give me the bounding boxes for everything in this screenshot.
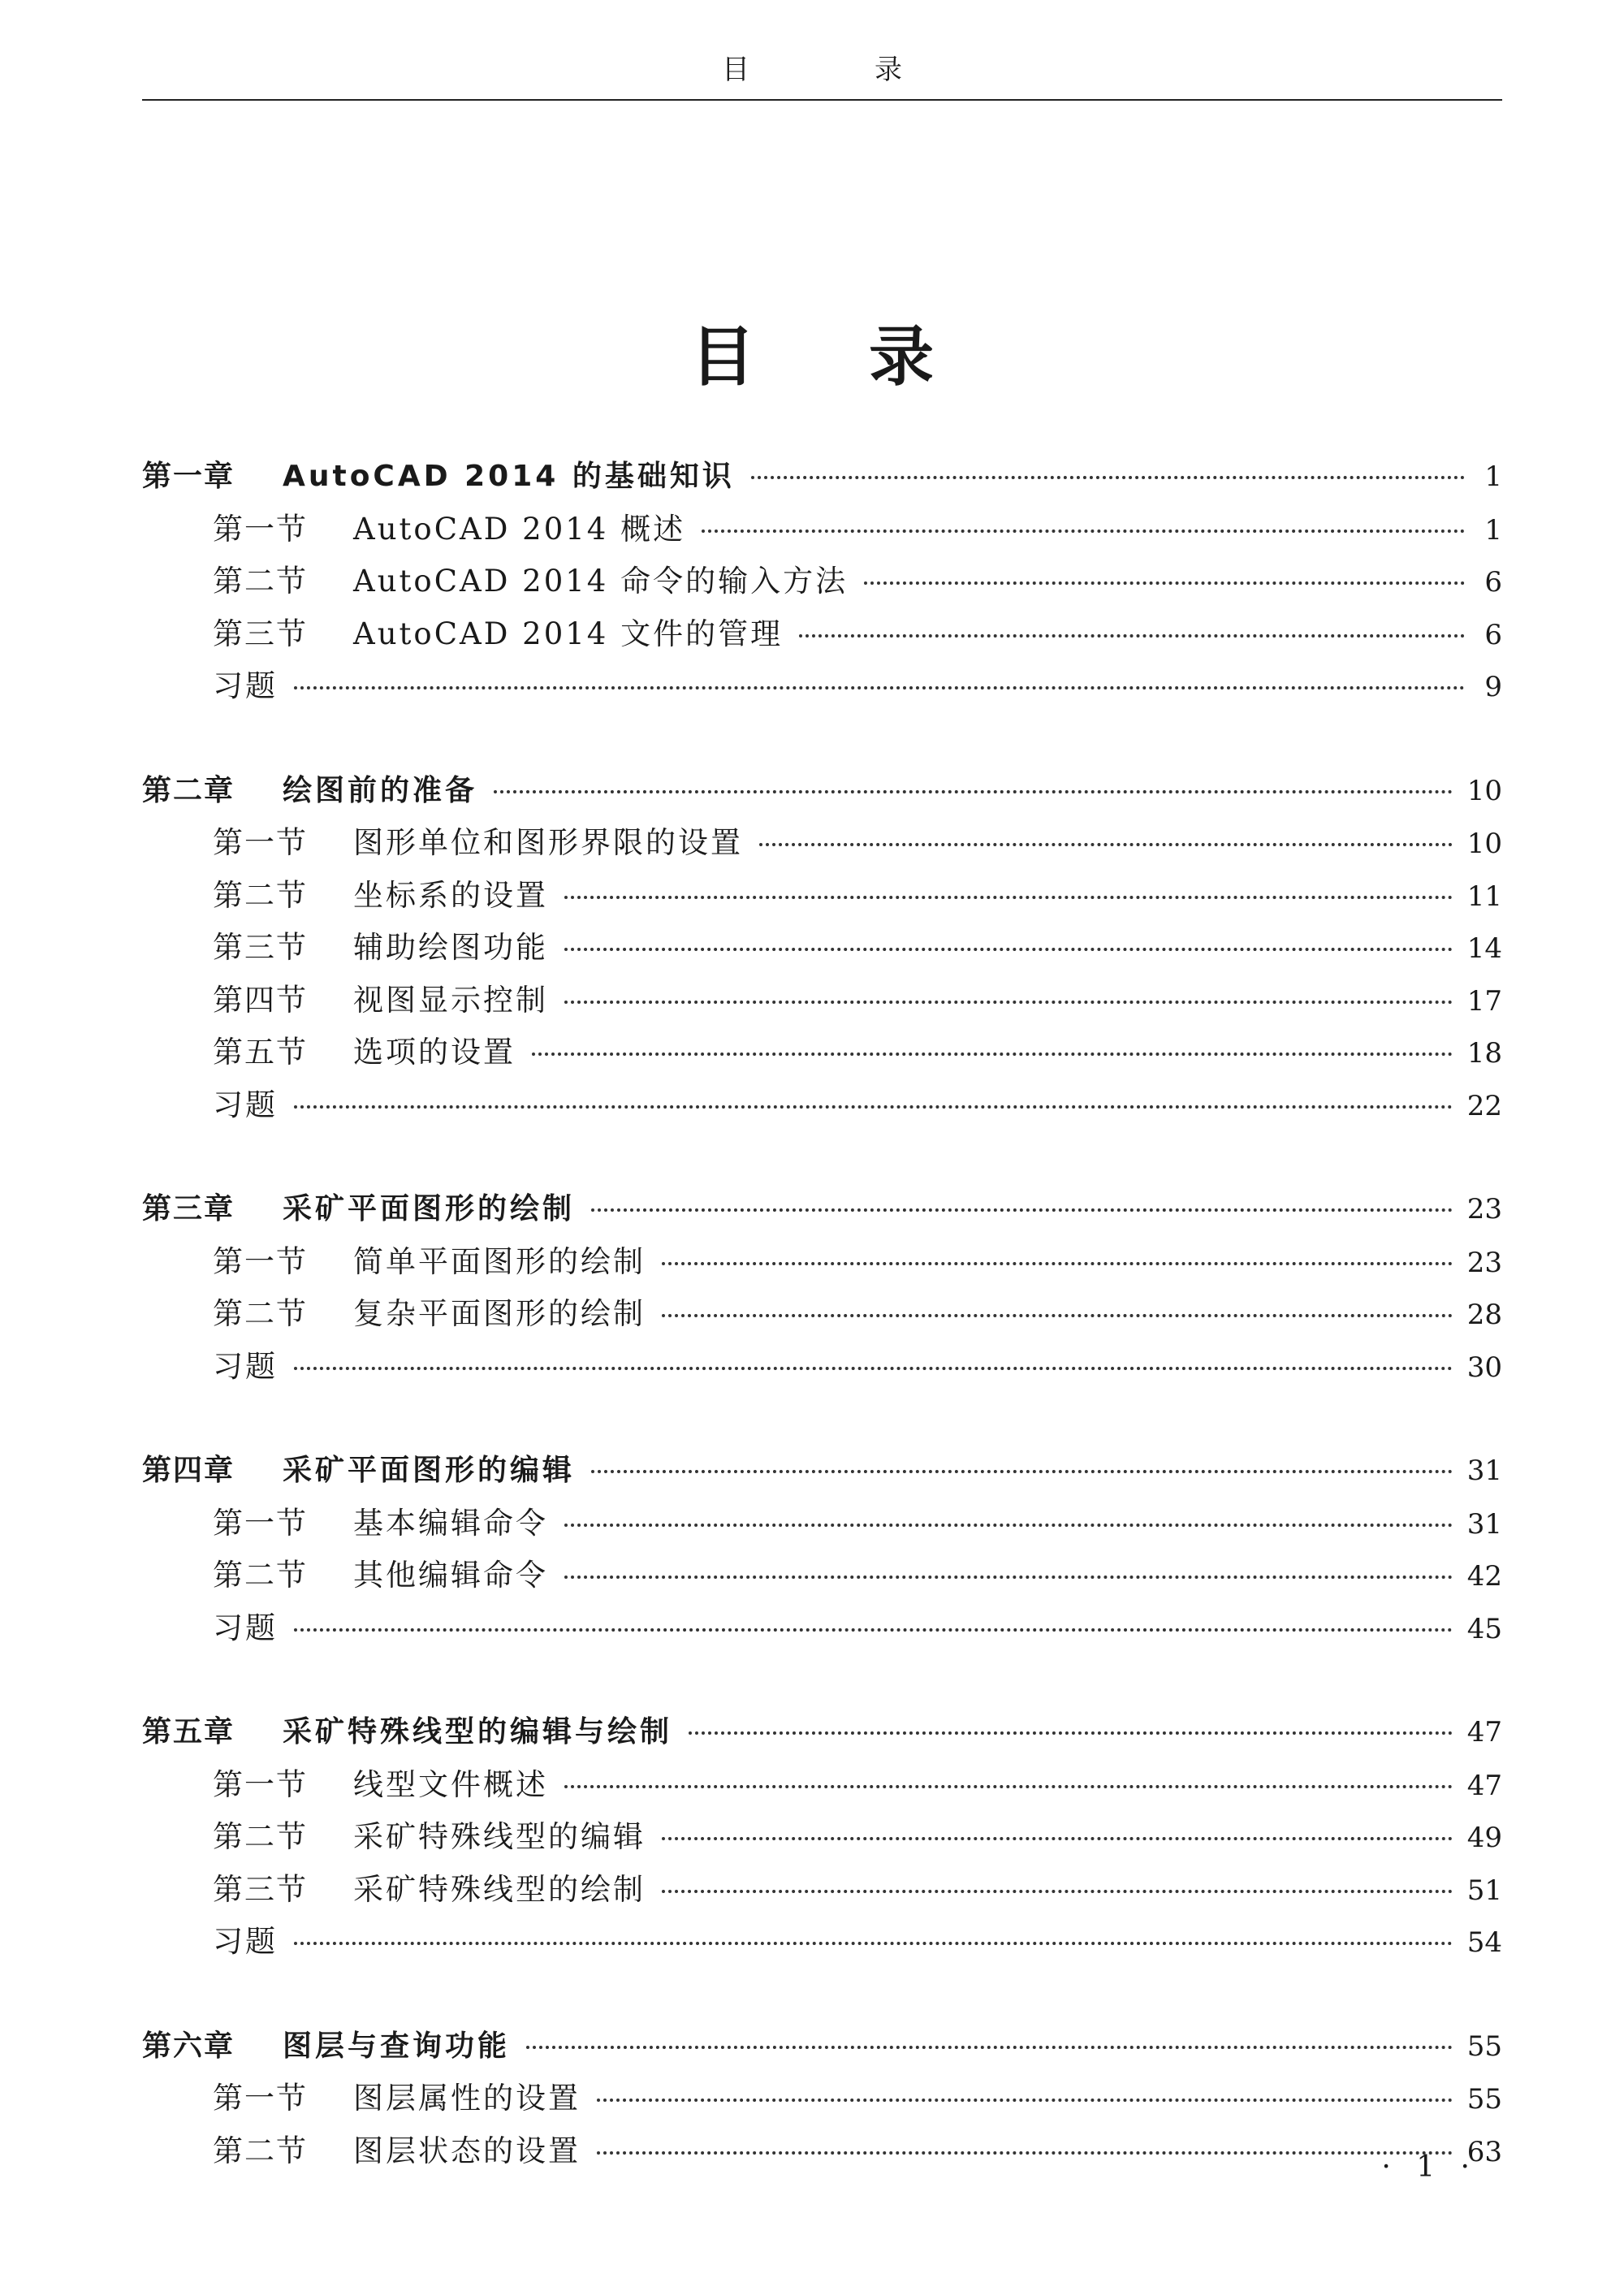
section-number: 第二节 xyxy=(213,564,308,599)
toc-section-entry[interactable] xyxy=(142,1498,1502,1550)
page-ref: 63 xyxy=(1466,2135,1502,2168)
section-number: 第一节 xyxy=(213,1766,308,1802)
toc-chapter-entry[interactable] xyxy=(142,1183,1502,1236)
page-ref: 10 xyxy=(1466,774,1502,807)
toc-chapter-entry[interactable] xyxy=(142,2021,1502,2073)
section-title: 其他编辑命令 xyxy=(353,1558,548,1593)
chapter-number: 第二章 xyxy=(142,773,235,807)
section-number: 第一节 xyxy=(213,1243,308,1279)
chapter-block xyxy=(142,1706,1502,1969)
toc-section-entry[interactable] xyxy=(142,504,1502,556)
toc-section-entry[interactable] xyxy=(142,2073,1502,2125)
dot-leader xyxy=(564,1576,1453,1579)
toc-chapter-entry[interactable] xyxy=(142,1706,1502,1759)
header-rule xyxy=(142,99,1502,101)
chapter-block xyxy=(142,451,1502,713)
section-number: 第一节 xyxy=(213,1505,308,1541)
section-title: 选项的设置 xyxy=(353,1035,516,1070)
dot-leader xyxy=(294,686,1465,689)
section-title: AutoCAD 2014 命令的输入方法 xyxy=(353,564,849,599)
section-number: 第三节 xyxy=(213,616,308,651)
section-title: 复杂平面图形的绘制 xyxy=(353,1296,646,1331)
section-number: 第五节 xyxy=(213,1035,308,1070)
dot-leader xyxy=(702,530,1465,533)
page-ref: 14 xyxy=(1466,932,1502,965)
dot-leader xyxy=(564,1524,1453,1527)
page-ref: 1 xyxy=(1484,513,1502,547)
chapter-block xyxy=(142,2021,1502,2178)
toc-section-entry[interactable] xyxy=(142,1864,1502,1917)
page-ref: 18 xyxy=(1466,1037,1502,1070)
page-ref: 31 xyxy=(1466,1507,1502,1541)
page-ref: 17 xyxy=(1466,984,1502,1018)
section-number: 第一节 xyxy=(213,2081,308,2116)
running-head: 目 录 xyxy=(722,54,951,86)
toc-chapter-entry[interactable] xyxy=(142,765,1502,818)
section-title: 基本编辑命令 xyxy=(353,1505,548,1541)
chapter-title: 采矿平面图形的绘制 xyxy=(283,1192,576,1225)
page-ref: 22 xyxy=(1466,1089,1502,1122)
section-title: 简单平面图形的绘制 xyxy=(353,1243,646,1279)
chapter-block xyxy=(142,1445,1502,1654)
toc-section-entry[interactable] xyxy=(142,1550,1502,1602)
toc-section-entry[interactable] xyxy=(142,2125,1502,2178)
page-ref: 54 xyxy=(1466,1926,1502,1959)
table-of-contents xyxy=(142,451,1502,2229)
page-ref: 6 xyxy=(1484,618,1502,651)
chapter-title: 采矿特殊线型的编辑与绘制 xyxy=(283,1715,673,1748)
dot-leader xyxy=(799,634,1465,638)
dot-leader xyxy=(564,1785,1453,1788)
toc-section-entry[interactable] xyxy=(142,608,1502,661)
dot-leader xyxy=(662,1837,1453,1840)
dot-leader xyxy=(689,1731,1453,1735)
dot-leader xyxy=(751,476,1465,479)
toc-section-entry[interactable] xyxy=(142,660,1502,713)
page-ref: 42 xyxy=(1466,1560,1502,1593)
dot-leader xyxy=(591,1208,1453,1212)
page-ref: 49 xyxy=(1466,1822,1502,1854)
section-number: 第四节 xyxy=(213,982,308,1018)
chapter-number: 第四章 xyxy=(142,1454,235,1487)
section-number: 第二节 xyxy=(213,1296,308,1331)
toc-section-entry[interactable] xyxy=(142,1288,1502,1341)
page-ref: 30 xyxy=(1466,1351,1502,1384)
dot-leader xyxy=(526,2046,1453,2049)
section-number: 第二节 xyxy=(213,1819,308,1854)
page-ref: 10 xyxy=(1466,828,1502,860)
toc-section-entry[interactable] xyxy=(142,870,1502,923)
dot-leader xyxy=(662,1314,1453,1317)
toc-section-entry[interactable] xyxy=(142,1079,1502,1132)
page-ref: 55 xyxy=(1466,2029,1502,2063)
dot-leader xyxy=(662,1262,1453,1265)
section-title: 图层状态的设置 xyxy=(353,2133,581,2168)
section-title: 采矿特殊线型的编辑 xyxy=(353,1819,646,1854)
dot-leader xyxy=(564,1001,1453,1004)
dot-leader xyxy=(294,1628,1453,1632)
section-title: 习题 xyxy=(213,1610,278,1645)
page-ref: 47 xyxy=(1466,1716,1502,1748)
page-ref: 9 xyxy=(1484,671,1502,703)
page-ref: 6 xyxy=(1484,566,1502,599)
dot-leader xyxy=(597,2099,1453,2102)
section-number: 第二节 xyxy=(213,1558,308,1593)
dot-leader xyxy=(494,790,1453,793)
section-title: 视图显示控制 xyxy=(353,982,548,1018)
page-ref: 1 xyxy=(1484,460,1502,493)
dot-leader xyxy=(564,948,1453,951)
chapter-title: 采矿平面图形的编辑 xyxy=(283,1454,576,1487)
dot-leader xyxy=(662,1890,1453,1893)
section-title: 习题 xyxy=(213,1348,278,1384)
page-ref: 28 xyxy=(1466,1299,1502,1331)
toc-section-entry[interactable] xyxy=(142,975,1502,1027)
dot-leader xyxy=(532,1053,1453,1056)
toc-chapter-entry[interactable] xyxy=(142,1445,1502,1498)
chapter-title: AutoCAD 2014 的基础知识 xyxy=(283,460,735,493)
dot-leader xyxy=(759,843,1453,846)
section-number: 第一节 xyxy=(213,825,308,860)
chapter-title: 绘图前的准备 xyxy=(283,773,478,807)
section-title: 坐标系的设置 xyxy=(353,877,548,913)
toc-section-entry[interactable] xyxy=(142,1027,1502,1079)
chapter-block xyxy=(142,765,1502,1132)
toc-section-entry[interactable] xyxy=(142,1341,1502,1394)
chapter-number: 第三章 xyxy=(142,1192,235,1225)
dot-leader xyxy=(591,1470,1453,1473)
page-ref: 55 xyxy=(1466,2083,1502,2116)
page-ref: 47 xyxy=(1466,1769,1502,1802)
section-number: 第二节 xyxy=(213,877,308,913)
section-title: 图形单位和图形界限的设置 xyxy=(353,825,743,860)
section-title: 线型文件概述 xyxy=(353,1766,548,1802)
dot-leader xyxy=(597,2151,1453,2155)
page-ref: 23 xyxy=(1466,1193,1502,1225)
toc-section-entry[interactable] xyxy=(142,1759,1502,1812)
toc-section-entry[interactable] xyxy=(142,1602,1502,1655)
chapter-number: 第六章 xyxy=(142,2029,235,2063)
page-number: · 1 · xyxy=(1381,2150,1478,2184)
section-title: 采矿特殊线型的绘制 xyxy=(353,1871,646,1907)
toc-section-entry[interactable] xyxy=(142,922,1502,975)
section-title: AutoCAD 2014 文件的管理 xyxy=(353,616,784,651)
page-title: 目录 xyxy=(690,319,1047,395)
section-title: 习题 xyxy=(213,668,278,703)
toc-section-entry[interactable] xyxy=(142,1236,1502,1289)
chapter-number: 第五章 xyxy=(142,1715,235,1748)
section-number: 第一节 xyxy=(213,511,308,547)
page-ref: 11 xyxy=(1466,880,1502,913)
page-ref: 45 xyxy=(1466,1612,1502,1645)
chapter-block xyxy=(142,1183,1502,1393)
toc-section-entry[interactable] xyxy=(142,555,1502,608)
chapter-title: 图层与查询功能 xyxy=(283,2029,511,2063)
chapter-number: 第一章 xyxy=(142,460,235,493)
section-title: 图层属性的设置 xyxy=(353,2081,581,2116)
dot-leader xyxy=(294,1367,1453,1370)
section-title: 习题 xyxy=(213,1087,278,1122)
section-number: 第三节 xyxy=(213,1871,308,1907)
section-title: 习题 xyxy=(213,1924,278,1959)
page-ref: 23 xyxy=(1466,1246,1502,1279)
dot-leader xyxy=(294,1942,1453,1945)
toc-section-entry[interactable] xyxy=(142,1916,1502,1969)
page-ref: 51 xyxy=(1466,1874,1502,1907)
dot-leader xyxy=(864,581,1465,585)
dot-leader xyxy=(564,896,1453,899)
dot-leader xyxy=(294,1105,1453,1109)
section-title: AutoCAD 2014 概述 xyxy=(353,511,686,547)
section-title: 辅助绘图功能 xyxy=(353,930,548,965)
toc-section-entry[interactable] xyxy=(142,817,1502,870)
page-ref: 31 xyxy=(1466,1455,1502,1487)
section-number: 第二节 xyxy=(213,2133,308,2168)
section-number: 第三节 xyxy=(213,930,308,965)
toc-section-entry[interactable] xyxy=(142,1811,1502,1864)
toc-chapter-entry[interactable] xyxy=(142,451,1502,504)
